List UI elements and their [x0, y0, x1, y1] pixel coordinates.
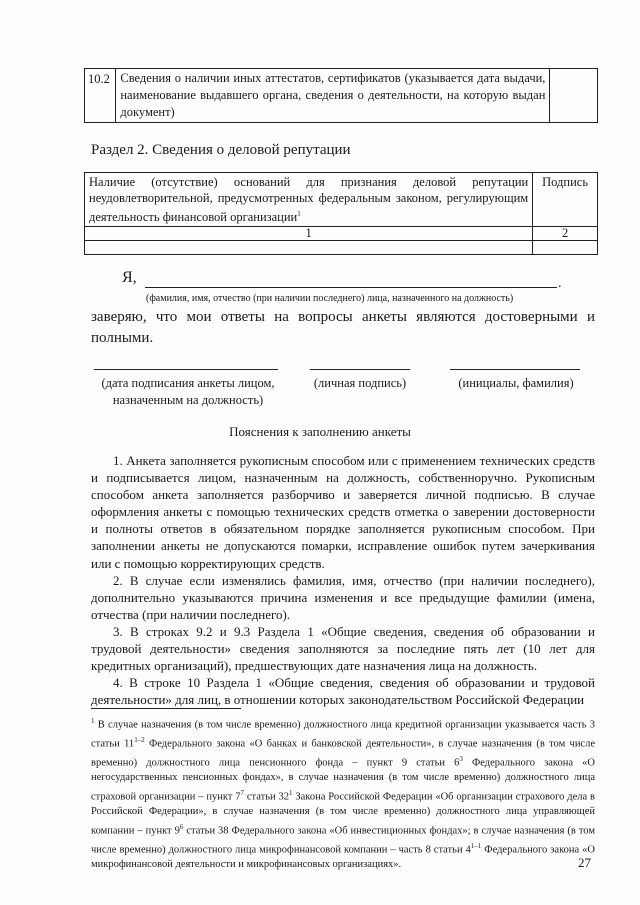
footnote-text: Федерального закона «О банках и банковской деятельности», в случае назначения (в том числе временно) должностного лица пенсионного фонда – пункт 9 статьи 6	[91, 738, 595, 769]
table-row-10-2	[84, 68, 598, 123]
note-item-4: 4. В строке 10 Раздела 1 «Общие сведения, сведения об образовании и трудовой деятельности» для лиц, в отношении которых законодательством Российской Федерации	[91, 675, 595, 708]
date-line	[94, 369, 278, 370]
signature-line	[310, 369, 410, 370]
footnote-text: Федерального закона «О микрофинансовой деятельности и микрофинансовых организациях».	[91, 844, 595, 870]
date-caption-line-1: (дата подписания анкеты лицом,	[101, 376, 275, 390]
note-item-1: 1. Анкета заполняется рукописным способом или с применением технических средств и подписывается лицом, назначенным на должность, собственноручно. Рукописным способом анкета заполняется разборчиво и заверяется личной подписью. В случае оформления анкеты с помощью технических средств отметка о заверении достоверности и полноты ответов в обязательном порядке заполняется рукописным способом. При заполнении анкеты не допускаются помарки, исправление ошибок путем зачеркивания или с помощью корректирующих средств.	[91, 453, 595, 571]
footnote-separator	[91, 708, 241, 709]
notes-title: Пояснения к заполнению анкеты	[229, 424, 411, 439]
blank-cell-1	[85, 241, 533, 255]
attest-ya: Я,	[122, 269, 137, 286]
name-line-end: .	[558, 276, 562, 291]
initials-line	[450, 369, 580, 370]
initials-caption: (инициалы, фамилия)	[458, 376, 574, 390]
footnote-text: Закона Российской Федерации «Об организации страхового дела в Российской Федерации», в случае назначения (в том числе временно) должностного лица управляющей компании – пункт 9	[91, 791, 596, 837]
reputation-header-text: Наличие (отсутствие) оснований для признания деловой репутации неудовлетворительной, предусмотренных федеральным законом, регулирующим деятельность финансовой организации	[89, 175, 529, 225]
name-line	[145, 287, 557, 288]
name-caption: (фамилия, имя, отчество (при наличии последнего) лица, назначенного на должность)	[146, 293, 514, 304]
reputation-table	[84, 172, 598, 255]
row-description: Сведения о наличии иных аттестатов, сертификатов (указывается дата выдачи, наименование выдавшего органа, сведения о деятельности, на которую выдан документ)	[116, 69, 550, 123]
page-number: 27	[578, 855, 591, 870]
row-number: 10.2	[85, 69, 116, 123]
footnote-text: В случае назначения (в том числе временно) должностного лица кредитной организации указывается часть 3 статьи 11	[91, 719, 595, 750]
footnote-sup: 1–2	[134, 736, 145, 745]
footnote-text: Федерального закона «О негосударственных пенсионных фондах», в случае назначения (в том числе временно) должностного лица страховой организации – пункт 7	[91, 757, 595, 803]
attest-statement: заверяю, что мои ответы на вопросы анкеты являются достоверными и полными.	[91, 309, 595, 346]
footnote-ref: 1	[297, 210, 301, 218]
footnote-sup: 1–1	[470, 841, 482, 850]
footnote-mark: 1	[91, 717, 95, 725]
date-caption	[90, 375, 286, 409]
section-heading: Раздел 2. Сведения о деловой репутации	[91, 142, 351, 158]
signature-header: Подпись	[533, 173, 598, 227]
footnote	[91, 714, 595, 872]
footnote-sup: 6	[179, 822, 184, 831]
footnote-sup: 3	[459, 755, 463, 764]
footnote-sup: 7	[240, 788, 245, 797]
sign-caption: (личная подпись)	[313, 376, 407, 390]
footnote-text: статьи 32	[244, 791, 290, 803]
row-empty-cell	[550, 69, 598, 123]
note-item-2: 2. В случае если изменялись фамилия, имя, отчество (при наличии последнего), дополнительно указываются причина изменения и все предыдущие фамилии (имена, отчества (при наличии последнего).	[91, 572, 595, 622]
date-caption-line-2: назначенным на должность)	[112, 393, 264, 407]
note-item-3: 3. В строках 9.2 и 9.3 Раздела 1 «Общие сведения, сведения об образовании и трудовой деятельности» сведения заполняются за последние пять лет (10 лет для кредитных организаций), предшествующих дате назначения лица на должность.	[91, 623, 595, 674]
reputation-header	[85, 173, 533, 227]
blank-cell-2	[533, 241, 598, 255]
footnote-sup: 1	[289, 788, 293, 797]
footnote-text: статьи 38 Федерального закона «Об инвестиционных фондах»; в случае назначения (в том числе временно) должностного лица микрофинансовой компании – часть 8 статьи 4	[91, 825, 595, 856]
column-number-1: 1	[85, 227, 533, 241]
notes-body	[91, 452, 595, 708]
column-number-2: 2	[533, 227, 598, 241]
